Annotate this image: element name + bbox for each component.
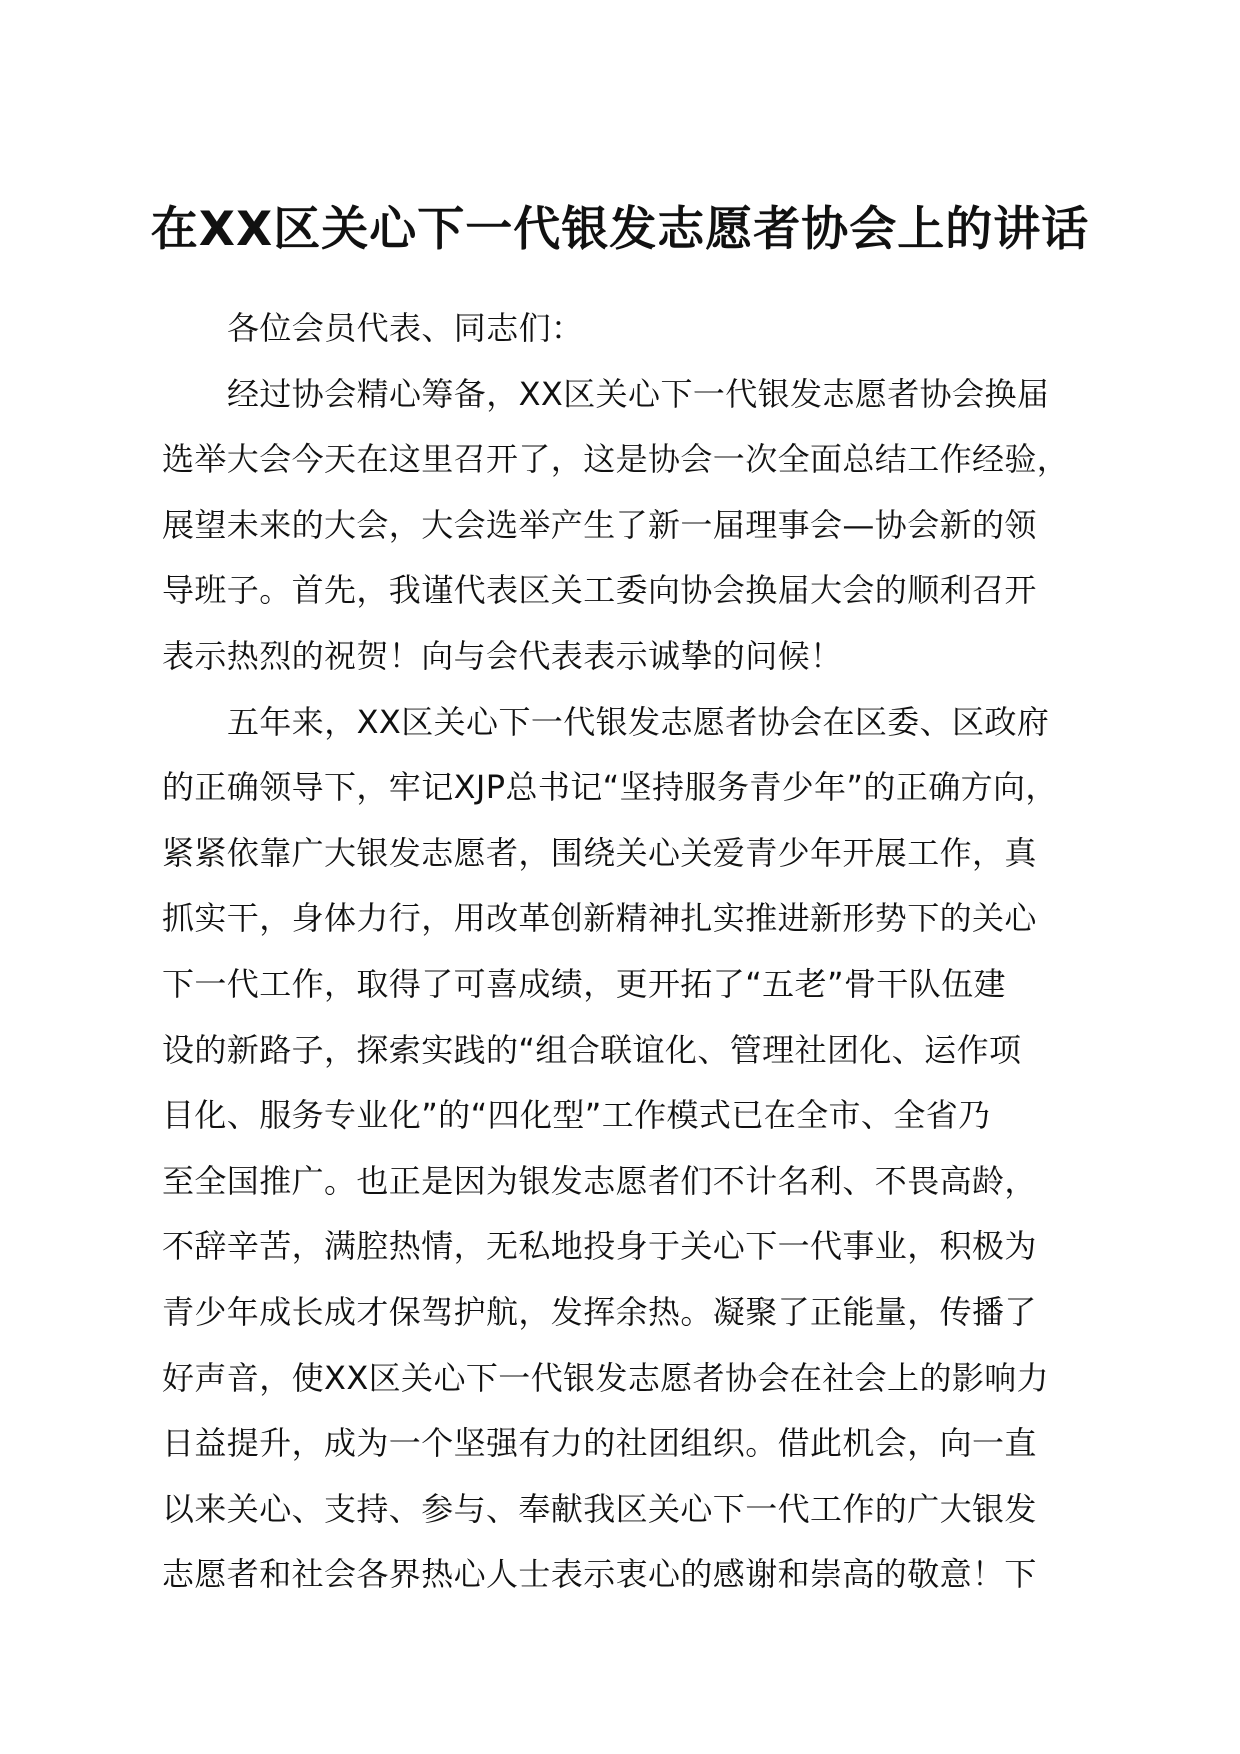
paragraph-line: 导班子。首先，我谨代表区关工委向协会换届大会的顺利召开 [162,571,1037,610]
paragraph-line: 好声音，使XX区关心下一代银发志愿者协会在社会上的影响力 [162,1358,1050,1397]
paragraph-line: 日益提升，成为一个坚强有力的社团组织。借此机会，向一直 [162,1424,1037,1463]
document-body [162,296,1122,1608]
paragraph-line: 选举大会今天在这里召开了，这是协会一次全面总结工作经验， [162,440,1070,479]
paragraph-line: 目化、服务专业化”的“四化型”工作模式已在全市、全省乃 [162,1096,991,1135]
paragraph-line: 展望未来的大会，大会选举产生了新一届理事会—协会新的领 [162,505,1037,544]
paragraph-line: 经过协会精心筹备，XX区关心下一代银发志愿者协会换届 [227,374,1050,413]
paragraph-line: 下一代工作，取得了可喜成绩，更开拓了“五老”骨干队伍建 [162,964,1006,1003]
salutation-line: 各位会员代表、同志们： [227,309,584,347]
paragraph-line: 青少年成长成才保驾护航，发挥余热。凝聚了正能量，传播了 [162,1292,1037,1331]
paragraph-line: 以来关心、支持、参与、奉献我区关心下一代工作的广大银发 [162,1489,1037,1528]
paragraph-line: 表示热烈的祝贺！向与会代表表示诚挚的问候！ [162,636,843,675]
paragraph-line: 不辞辛苦，满腔热情，无私地投身于关心下一代事业，积极为 [162,1227,1037,1266]
paragraph-line: 志愿者和社会各界热心人士表示衷心的感谢和崇高的敬意！下 [162,1555,1037,1594]
document-title: 在XX区关心下一代银发志愿者协会上的讲话 [150,202,1090,257]
paragraph-line: 抓实干，身体力行，用改革创新精神扎实推进新形势下的关心 [162,899,1037,938]
paragraph-line: 至全国推广。也正是因为银发志愿者们不计名利、不畏高龄， [162,1161,1037,1200]
paragraph-line: 的正确领导下，牢记XJP总书记“坚持服务青少年”的正确方向， [162,768,1058,807]
paragraph-line: 紧紧依靠广大银发志愿者，围绕关心关爱青少年开展工作，真 [162,833,1037,872]
paragraph-line: 设的新路子，探索实践的“组合联谊化、管理社团化、运作项 [162,1030,1022,1069]
paragraph-line: 五年来，XX区关心下一代银发志愿者协会在区委、区政府 [227,702,1050,741]
